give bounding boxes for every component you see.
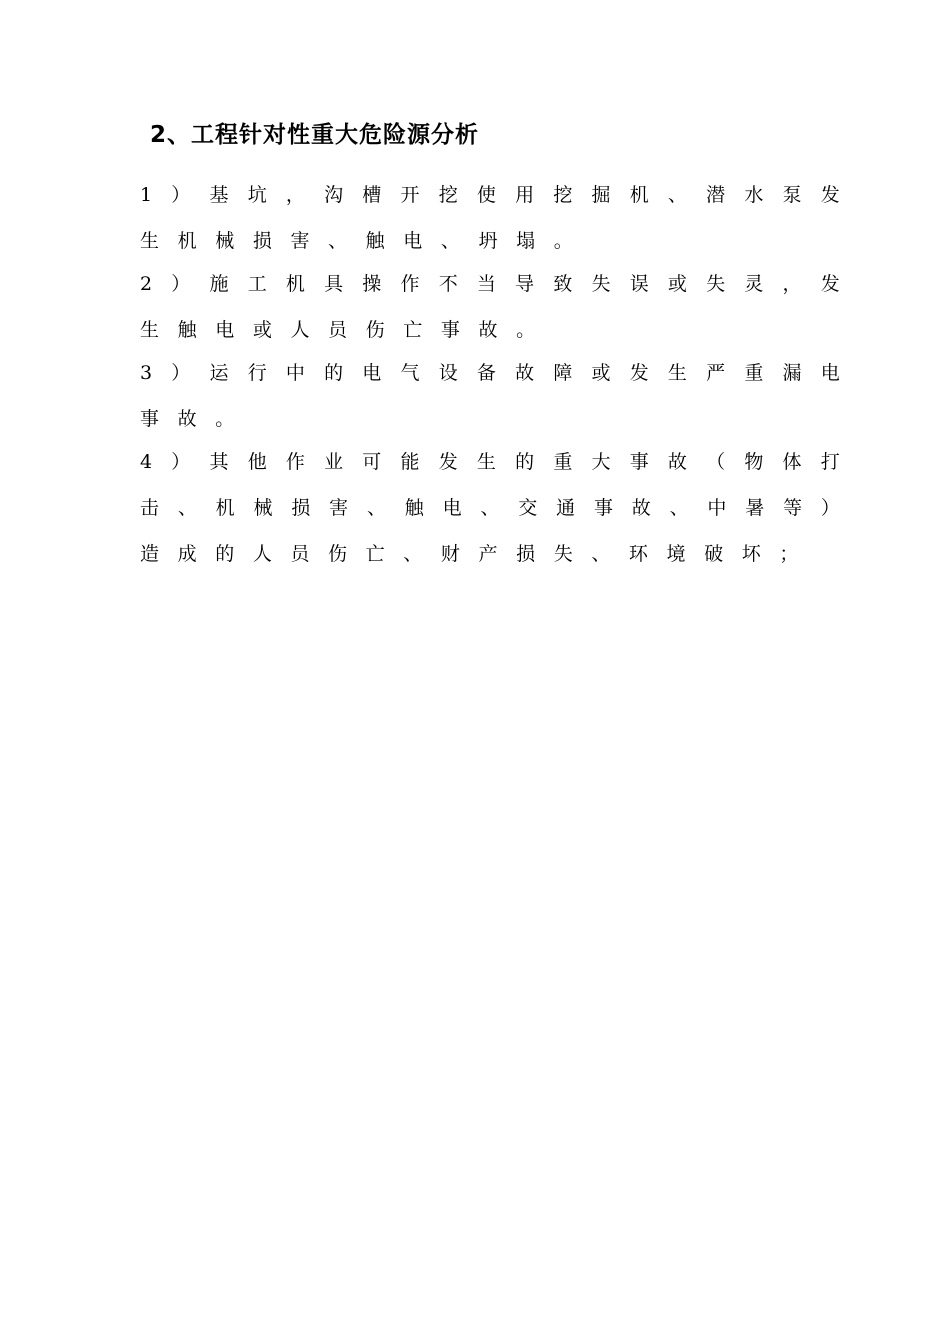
- body-character: 塌: [516, 230, 536, 252]
- body-character: 人: [290, 319, 310, 341]
- body-character: 中: [285, 362, 305, 384]
- body-character: 亡: [403, 319, 423, 341]
- body-character: 通: [556, 497, 576, 519]
- body-character: 故: [478, 319, 498, 341]
- body-character: 境: [666, 543, 686, 565]
- body-character: 机: [215, 497, 235, 519]
- body-character: 3: [140, 362, 153, 384]
- body-character: 气: [400, 362, 420, 384]
- body-character: ）: [171, 451, 191, 473]
- body-character: 机: [177, 230, 197, 252]
- body-character: 槽: [362, 184, 382, 206]
- body-line-6: [140, 404, 840, 434]
- body-character: ，: [285, 184, 305, 206]
- body-character: 发: [438, 451, 458, 473]
- body-character: ）: [171, 273, 191, 295]
- body-character: 潜: [706, 184, 726, 206]
- body-character: 造: [140, 543, 160, 565]
- body-character: 或: [667, 273, 687, 295]
- body-character: 灵: [744, 273, 764, 295]
- body-character: 生: [140, 230, 160, 252]
- body-character: 。: [553, 230, 573, 252]
- body-character: 破: [704, 543, 724, 565]
- body-character: 伤: [365, 319, 385, 341]
- body-line-5: [140, 358, 840, 388]
- body-character: 重: [744, 362, 764, 384]
- body-character: 或: [252, 319, 272, 341]
- body-character: 害: [290, 230, 310, 252]
- body-character: 电: [820, 362, 840, 384]
- body-character: 坏: [741, 543, 761, 565]
- body-character: 失: [706, 273, 726, 295]
- body-character: 作: [285, 451, 305, 473]
- body-character: 能: [400, 451, 420, 473]
- body-character: 、: [328, 230, 348, 252]
- body-character: 2: [140, 273, 153, 295]
- body-character: 掘: [591, 184, 611, 206]
- body-character: 故: [515, 362, 535, 384]
- body-character: 当: [476, 273, 496, 295]
- body-character: 。: [215, 408, 235, 430]
- body-character: 误: [629, 273, 649, 295]
- body-character: 故: [631, 497, 651, 519]
- body-character: 击: [140, 497, 160, 519]
- body-character: 施: [209, 273, 229, 295]
- body-character: （: [706, 451, 726, 473]
- body-character: 挖: [553, 184, 573, 206]
- body-character: 失: [553, 543, 573, 565]
- body-character: 操: [362, 273, 382, 295]
- body-character: ）: [171, 184, 191, 206]
- body-character: 用: [515, 184, 535, 206]
- body-character: 、: [366, 497, 386, 519]
- body-character: 体: [782, 451, 802, 473]
- body-character: ；: [779, 543, 799, 565]
- body-character: 、: [440, 230, 460, 252]
- body-character: 障: [553, 362, 573, 384]
- body-character: 、: [403, 543, 423, 565]
- body-character: 电: [403, 230, 423, 252]
- body-character: 事: [140, 408, 160, 430]
- body-character: 备: [476, 362, 496, 384]
- body-character: 作: [400, 273, 420, 295]
- body-character: 1: [140, 184, 153, 206]
- body-character: 伤: [328, 543, 348, 565]
- body-line-2: [140, 226, 840, 256]
- body-character: 电: [442, 497, 462, 519]
- body-character: 环: [628, 543, 648, 565]
- body-character: 害: [329, 497, 349, 519]
- body-character: 损: [291, 497, 311, 519]
- body-character: ，: [782, 273, 802, 295]
- body-character: 水: [744, 184, 764, 206]
- body-character: 事: [593, 497, 613, 519]
- body-character: 财: [440, 543, 460, 565]
- body-character: 损: [516, 543, 536, 565]
- body-character: 、: [177, 497, 197, 519]
- body-character: 人: [252, 543, 272, 565]
- body-character: 发: [629, 362, 649, 384]
- body-character: 成: [177, 543, 197, 565]
- body-character: 沟: [324, 184, 344, 206]
- body-character: 严: [706, 362, 726, 384]
- body-character: 、: [591, 543, 611, 565]
- body-character: 故: [667, 451, 687, 473]
- body-character: 行: [247, 362, 267, 384]
- body-character: 员: [328, 319, 348, 341]
- body-character: 暑: [745, 497, 765, 519]
- body-line-7: [140, 447, 840, 477]
- body-character: 交: [518, 497, 538, 519]
- body-character: 业: [324, 451, 344, 473]
- body-line-9: [140, 539, 840, 569]
- body-character: 员: [290, 543, 310, 565]
- section-heading: 2、工程针对性重大危险源分析: [150, 122, 480, 148]
- body-character: 等: [783, 497, 803, 519]
- body-character: 触: [365, 230, 385, 252]
- body-character: 大: [591, 451, 611, 473]
- body-character: 械: [253, 497, 273, 519]
- body-character: 他: [247, 451, 267, 473]
- body-character: ）: [171, 362, 191, 384]
- body-character: 机: [285, 273, 305, 295]
- body-character: 产: [478, 543, 498, 565]
- body-character: 事: [440, 319, 460, 341]
- body-character: 或: [591, 362, 611, 384]
- body-character: ）: [820, 497, 840, 519]
- body-character: 泵: [782, 184, 802, 206]
- body-character: 、: [669, 497, 689, 519]
- body-character: 开: [400, 184, 420, 206]
- body-character: 。: [516, 319, 536, 341]
- body-character: 电: [215, 319, 235, 341]
- body-character: 失: [591, 273, 611, 295]
- body-character: 故: [177, 408, 197, 430]
- body-character: 损: [252, 230, 272, 252]
- body-character: 触: [404, 497, 424, 519]
- body-character: 工: [247, 273, 267, 295]
- body-character: 不: [438, 273, 458, 295]
- body-character: 重: [553, 451, 573, 473]
- body-character: 导: [515, 273, 535, 295]
- body-character: 、: [667, 184, 687, 206]
- body-line-8: [140, 493, 840, 523]
- body-character: 的: [515, 451, 535, 473]
- body-character: 触: [177, 319, 197, 341]
- body-line-3: [140, 269, 840, 299]
- body-character: 坑: [247, 184, 267, 206]
- body-character: 运: [209, 362, 229, 384]
- body-character: 打: [820, 451, 840, 473]
- body-character: 中: [707, 497, 727, 519]
- body-character: 可: [362, 451, 382, 473]
- body-line-1: [140, 180, 840, 210]
- body-character: 具: [324, 273, 344, 295]
- body-character: 坍: [478, 230, 498, 252]
- body-character: 致: [553, 273, 573, 295]
- body-character: 物: [744, 451, 764, 473]
- body-character: 发: [820, 184, 840, 206]
- body-character: 事: [629, 451, 649, 473]
- body-character: 其: [209, 451, 229, 473]
- body-character: 漏: [782, 362, 802, 384]
- body-character: 4: [140, 451, 153, 473]
- body-character: 生: [667, 362, 687, 384]
- body-character: 使: [476, 184, 496, 206]
- body-character: 电: [362, 362, 382, 384]
- body-line-4: [140, 315, 840, 345]
- body-character: 设: [438, 362, 458, 384]
- body-character: 、: [480, 497, 500, 519]
- body-character: 挖: [438, 184, 458, 206]
- body-character: 发: [820, 273, 840, 295]
- body-character: 机: [629, 184, 649, 206]
- body-character: 械: [215, 230, 235, 252]
- body-character: 基: [209, 184, 229, 206]
- body-character: 的: [324, 362, 344, 384]
- body-character: 生: [476, 451, 496, 473]
- body-character: 的: [215, 543, 235, 565]
- body-character: 生: [140, 319, 160, 341]
- body-character: 亡: [365, 543, 385, 565]
